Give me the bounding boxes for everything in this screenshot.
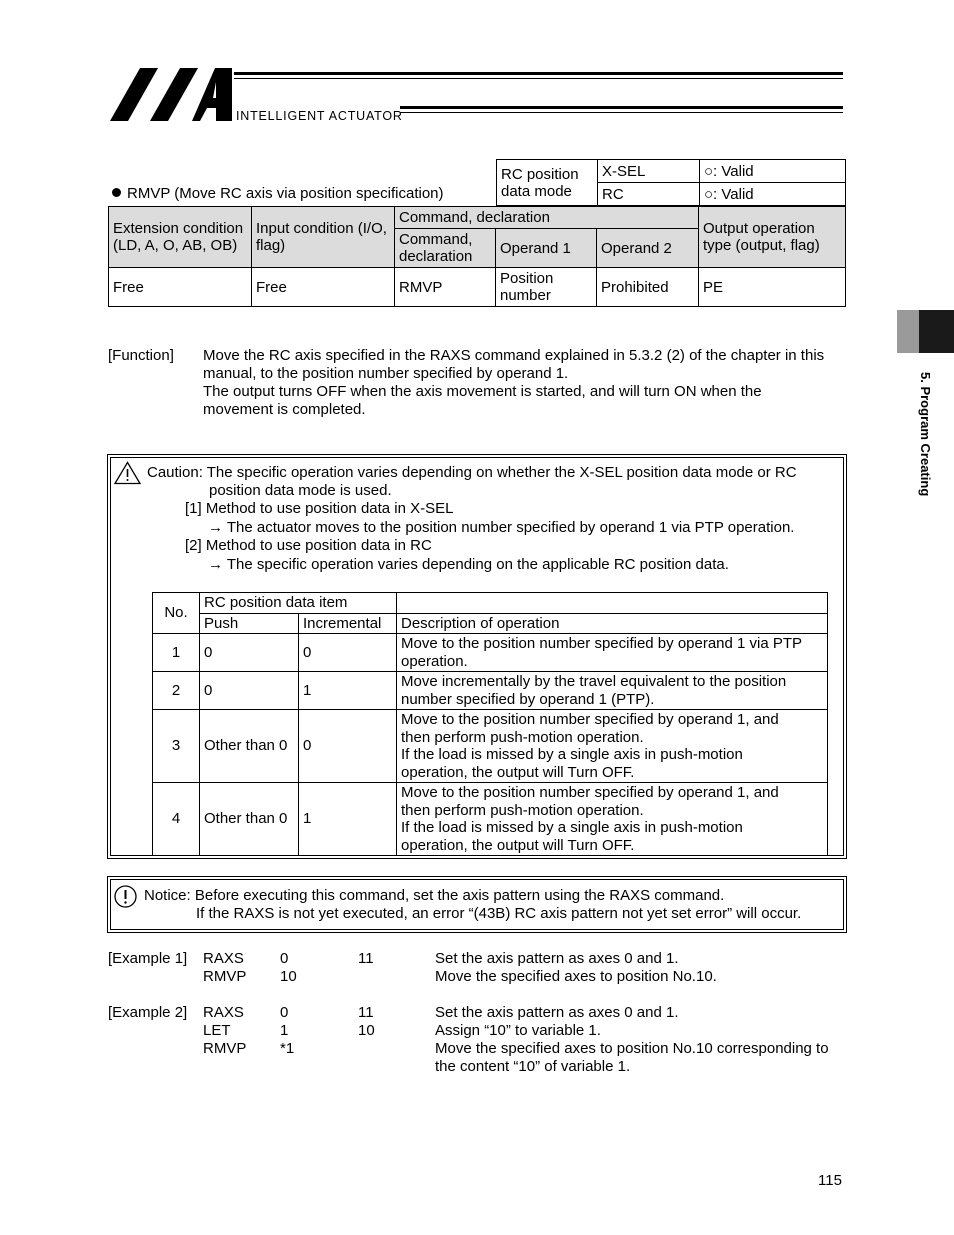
row-description: Move to the position number specified by operand 1, and then perform push-motion operation. If the load is missed by a single axis in push-motion operation, the output will Turn OFF. — [397, 710, 828, 783]
cell-operand2: Prohibited — [597, 268, 699, 307]
header-input: Input condition (I/O, flag) — [252, 207, 395, 268]
header-push: Push — [200, 613, 299, 634]
function-line: movement is completed. — [203, 401, 366, 418]
example-operand1: *1 — [280, 1040, 295, 1057]
row-no: 2 — [153, 672, 200, 710]
mode-name: X-SEL — [598, 160, 700, 183]
example-comment: Set the axis pattern as axes 0 and 1. — [435, 1004, 679, 1021]
row-description: Move incrementally by the travel equivalent to the position number specified by operand 1 (PTP). — [397, 672, 828, 710]
header-item: RC position data item — [200, 593, 397, 614]
caution-line: position data mode is used. — [209, 482, 392, 499]
row-push: Other than 0 — [200, 783, 299, 856]
example-comment: Assign “10” to variable 1. — [435, 1022, 601, 1039]
example-comment: the content “10” of variable 1. — [435, 1058, 631, 1075]
header-operand2: Operand 2 — [597, 229, 699, 268]
cell-output: PE — [699, 268, 846, 307]
example-command: RAXS — [203, 1004, 244, 1021]
example-comment: Set the axis pattern as axes 0 and 1. — [435, 950, 679, 967]
example-operand1: 0 — [280, 1004, 289, 1021]
table-row — [153, 672, 828, 710]
caution-line: → The specific operation varies depending on the applicable RC position data. — [208, 556, 729, 573]
header-rule-mid — [234, 78, 843, 79]
caution-line: [2] Method to use position data in RC — [185, 537, 432, 554]
example-operand1: 0 — [280, 950, 289, 967]
header-command: Command, declaration — [395, 229, 496, 268]
example-command: LET — [203, 1022, 231, 1039]
row-no: 1 — [153, 634, 200, 672]
header-command-group: Command, declaration — [395, 207, 699, 229]
header-description: Description of operation — [397, 613, 828, 634]
example-operand1: 1 — [280, 1022, 289, 1039]
header-operand1: Operand 1 — [496, 229, 597, 268]
header-rule-base — [400, 112, 843, 113]
cell-command: RMVP — [395, 268, 496, 307]
function-line: manual, to the position number specified by operand 1. — [203, 365, 569, 382]
example-operand1: 10 — [280, 968, 297, 985]
command-title: RMVP (Move RC axis via position specification) — [112, 185, 444, 202]
example-comment: Move the specified axes to position No.10 corresponding to — [435, 1040, 829, 1057]
caution-line: Caution: The specific operation varies depending on whether the X-SEL position data mode or RC — [147, 464, 797, 481]
cell-extension: Free — [109, 268, 252, 307]
example-command: RMVP — [203, 1040, 247, 1057]
command-table — [108, 206, 846, 307]
table-row — [153, 710, 828, 783]
row-no: 4 — [153, 783, 200, 856]
chapter-tab-light — [897, 310, 919, 353]
header-extension: Extension condition (LD, A, O, AB, OB) — [109, 207, 252, 268]
function-label: [Function] — [108, 347, 174, 364]
brand-name: INTELLIGENT ACTUATOR — [236, 109, 403, 123]
row-no: 3 — [153, 710, 200, 783]
row-description: Move to the position number specified by operand 1 via PTP operation. — [397, 634, 828, 672]
cell-input: Free — [252, 268, 395, 307]
mode-value: ○: Valid — [700, 183, 846, 206]
header-no: No. — [153, 593, 200, 634]
mode-value: ○: Valid — [700, 160, 846, 183]
row-description: Move to the position number specified by operand 1, and then perform push-motion operation. If the load is missed by a single axis in push-motion operation, the output will Turn OFF. — [397, 783, 828, 856]
row-incremental: 1 — [299, 783, 397, 856]
notice-line: If the RAXS is not yet executed, an error “(43B) RC axis pattern not yet set error” will occur. — [196, 905, 802, 922]
function-line: Move the RC axis specified in the RAXS command explained in 5.3.2 (2) of the chapter in this — [203, 347, 825, 364]
header-incremental: Incremental — [299, 613, 397, 634]
example-comment: Move the specified axes to position No.10. — [435, 968, 717, 985]
row-push: 0 — [200, 634, 299, 672]
mode-table — [496, 159, 846, 206]
cell-operand1: Position number — [496, 268, 597, 307]
caution-line: [1] Method to use position data in X-SEL — [185, 500, 454, 517]
header-blank — [397, 593, 828, 614]
header-rule-top — [234, 72, 843, 75]
example-label: [Example 2] — [108, 1004, 188, 1021]
chapter-label: 5. Program Creating — [918, 372, 933, 497]
bullet-icon — [112, 188, 121, 197]
row-push: Other than 0 — [200, 710, 299, 783]
warning-triangle-icon — [114, 461, 141, 485]
mode-table-label: RC position data mode — [497, 160, 598, 206]
example-operand2: 11 — [358, 950, 374, 967]
header-rule-low — [400, 106, 843, 109]
iai-logo — [110, 68, 235, 121]
operation-table — [152, 592, 828, 856]
table-row — [153, 783, 828, 856]
page-number: 115 — [818, 1172, 842, 1189]
chapter-tab-dark — [919, 310, 954, 353]
exclamation-circle-icon — [114, 885, 137, 908]
row-incremental: 0 — [299, 710, 397, 783]
example-label: [Example 1] — [108, 950, 188, 967]
caution-line: → The actuator moves to the position number specified by operand 1 via PTP operation. — [208, 519, 795, 536]
header-output: Output operation type (output, flag) — [699, 207, 846, 268]
notice-line: Notice: Before executing this command, set the axis pattern using the RAXS command. — [144, 887, 725, 904]
table-row — [153, 634, 828, 672]
row-push: 0 — [200, 672, 299, 710]
example-command: RMVP — [203, 968, 247, 985]
function-line: The output turns OFF when the axis movement is started, and will turn ON when the — [203, 383, 762, 400]
example-operand2: 10 — [358, 1022, 375, 1039]
example-command: RAXS — [203, 950, 244, 967]
example-operand2: 11 — [358, 1004, 374, 1021]
mode-name: RC — [598, 183, 700, 206]
row-incremental: 0 — [299, 634, 397, 672]
row-incremental: 1 — [299, 672, 397, 710]
